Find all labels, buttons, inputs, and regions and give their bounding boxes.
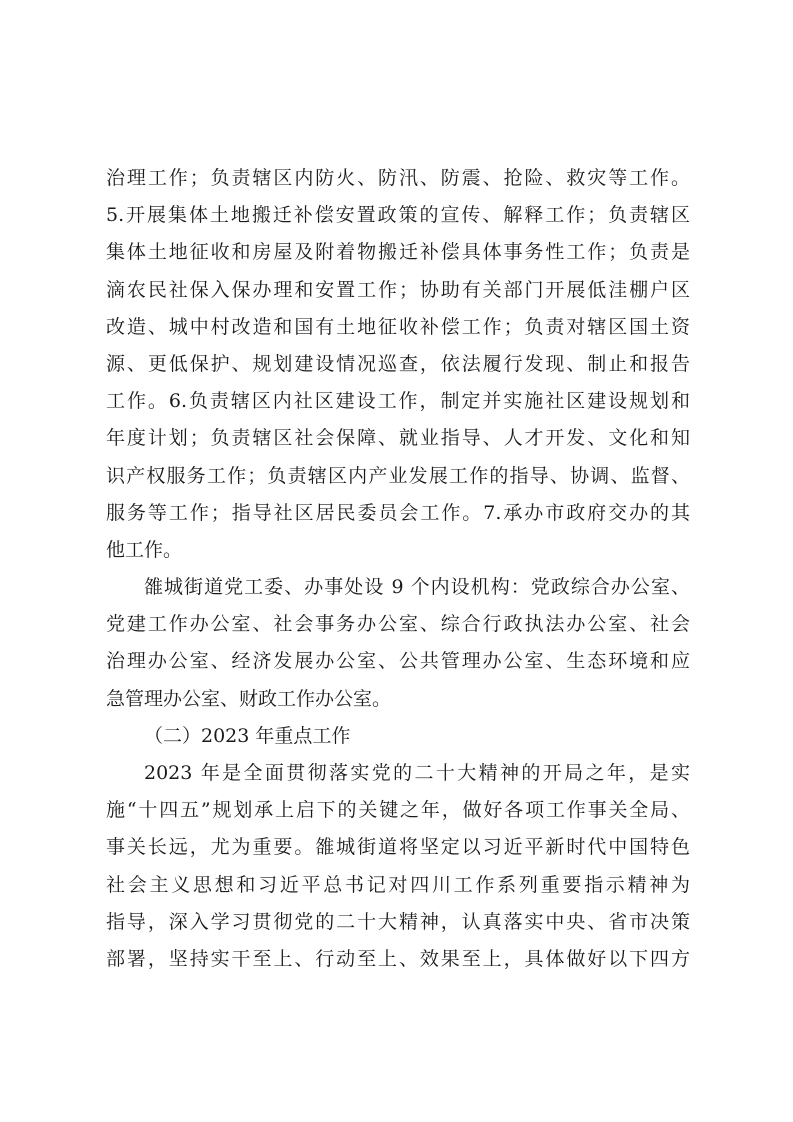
text-line: 治理办公室、经济发展办公室、公共管理办公室、生态环境和应 [106,650,690,673]
text-line: 施“十四五”规划承上启下的关键之年，做好各项工作事关全局、 [106,799,690,822]
paragraph-start-line: 2023 年是全面贯彻落实党的二十大精神的开局之年，是实 [144,762,690,784]
paragraph-start-line: 雒城街道党工委、办事处设 9 个内设机构：党政综合办公室、 [144,576,690,599]
text-line: 急管理办公室、财政工作办公室。 [106,687,392,710]
text-line: 源、更低保护、规划建设情况巡查，依法履行发现、制止和报告 [106,352,690,375]
text-line: 服务等工作；指导社区居民委员会工作。7.承办市政府交办的其 [106,501,690,524]
text-line: 年度计划；负责辖区社会保障、就业指导、人才开发、文化和知 [106,427,690,450]
text-line: 部署，坚持实干至上、行动至上、效果至上，具体做好以下四方 [106,947,690,970]
text-line: 事关长远，尤为重要。雒城街道将坚定以习近平新时代中国特色 [106,836,690,859]
section-heading: （二）2023 年重点工作 [144,724,351,747]
text-line: 工作。6.负责辖区内社区建设工作，制定并实施社区建设规划和 [106,390,690,413]
text-line: 他工作。 [106,538,183,561]
text-line: 识产权服务工作；负责辖区内产业发展工作的指导、协调、监督、 [106,464,690,487]
text-line: 滴农民社保入保办理和安置工作；协助有关部门开展低洼棚户区 [106,278,690,301]
text-line: 集体土地征收和房屋及附着物搬迁补偿具体事务性工作；负责是 [106,241,690,264]
text-line: 改造、城中村改造和国有土地征收补偿工作；负责对辖区国土资 [106,315,690,338]
text-line: 党建工作办公室、社会事务办公室、综合行政执法办公室、社会 [106,613,690,636]
text-line: 指导，深入学习贯彻党的二十大精神，认真落实中央、省市决策 [106,910,690,933]
body-text [106,160,690,978]
text-line: 社会主义思想和习近平总书记对四川工作系列重要指示精神为 [106,873,690,896]
text-line: 治理工作；负责辖区内防火、防汛、防震、抢险、救灾等工作。 [106,167,690,189]
text-line: 5.开展集体土地搬迁补偿安置政策的宣传、解释工作；负责辖区 [106,204,690,227]
